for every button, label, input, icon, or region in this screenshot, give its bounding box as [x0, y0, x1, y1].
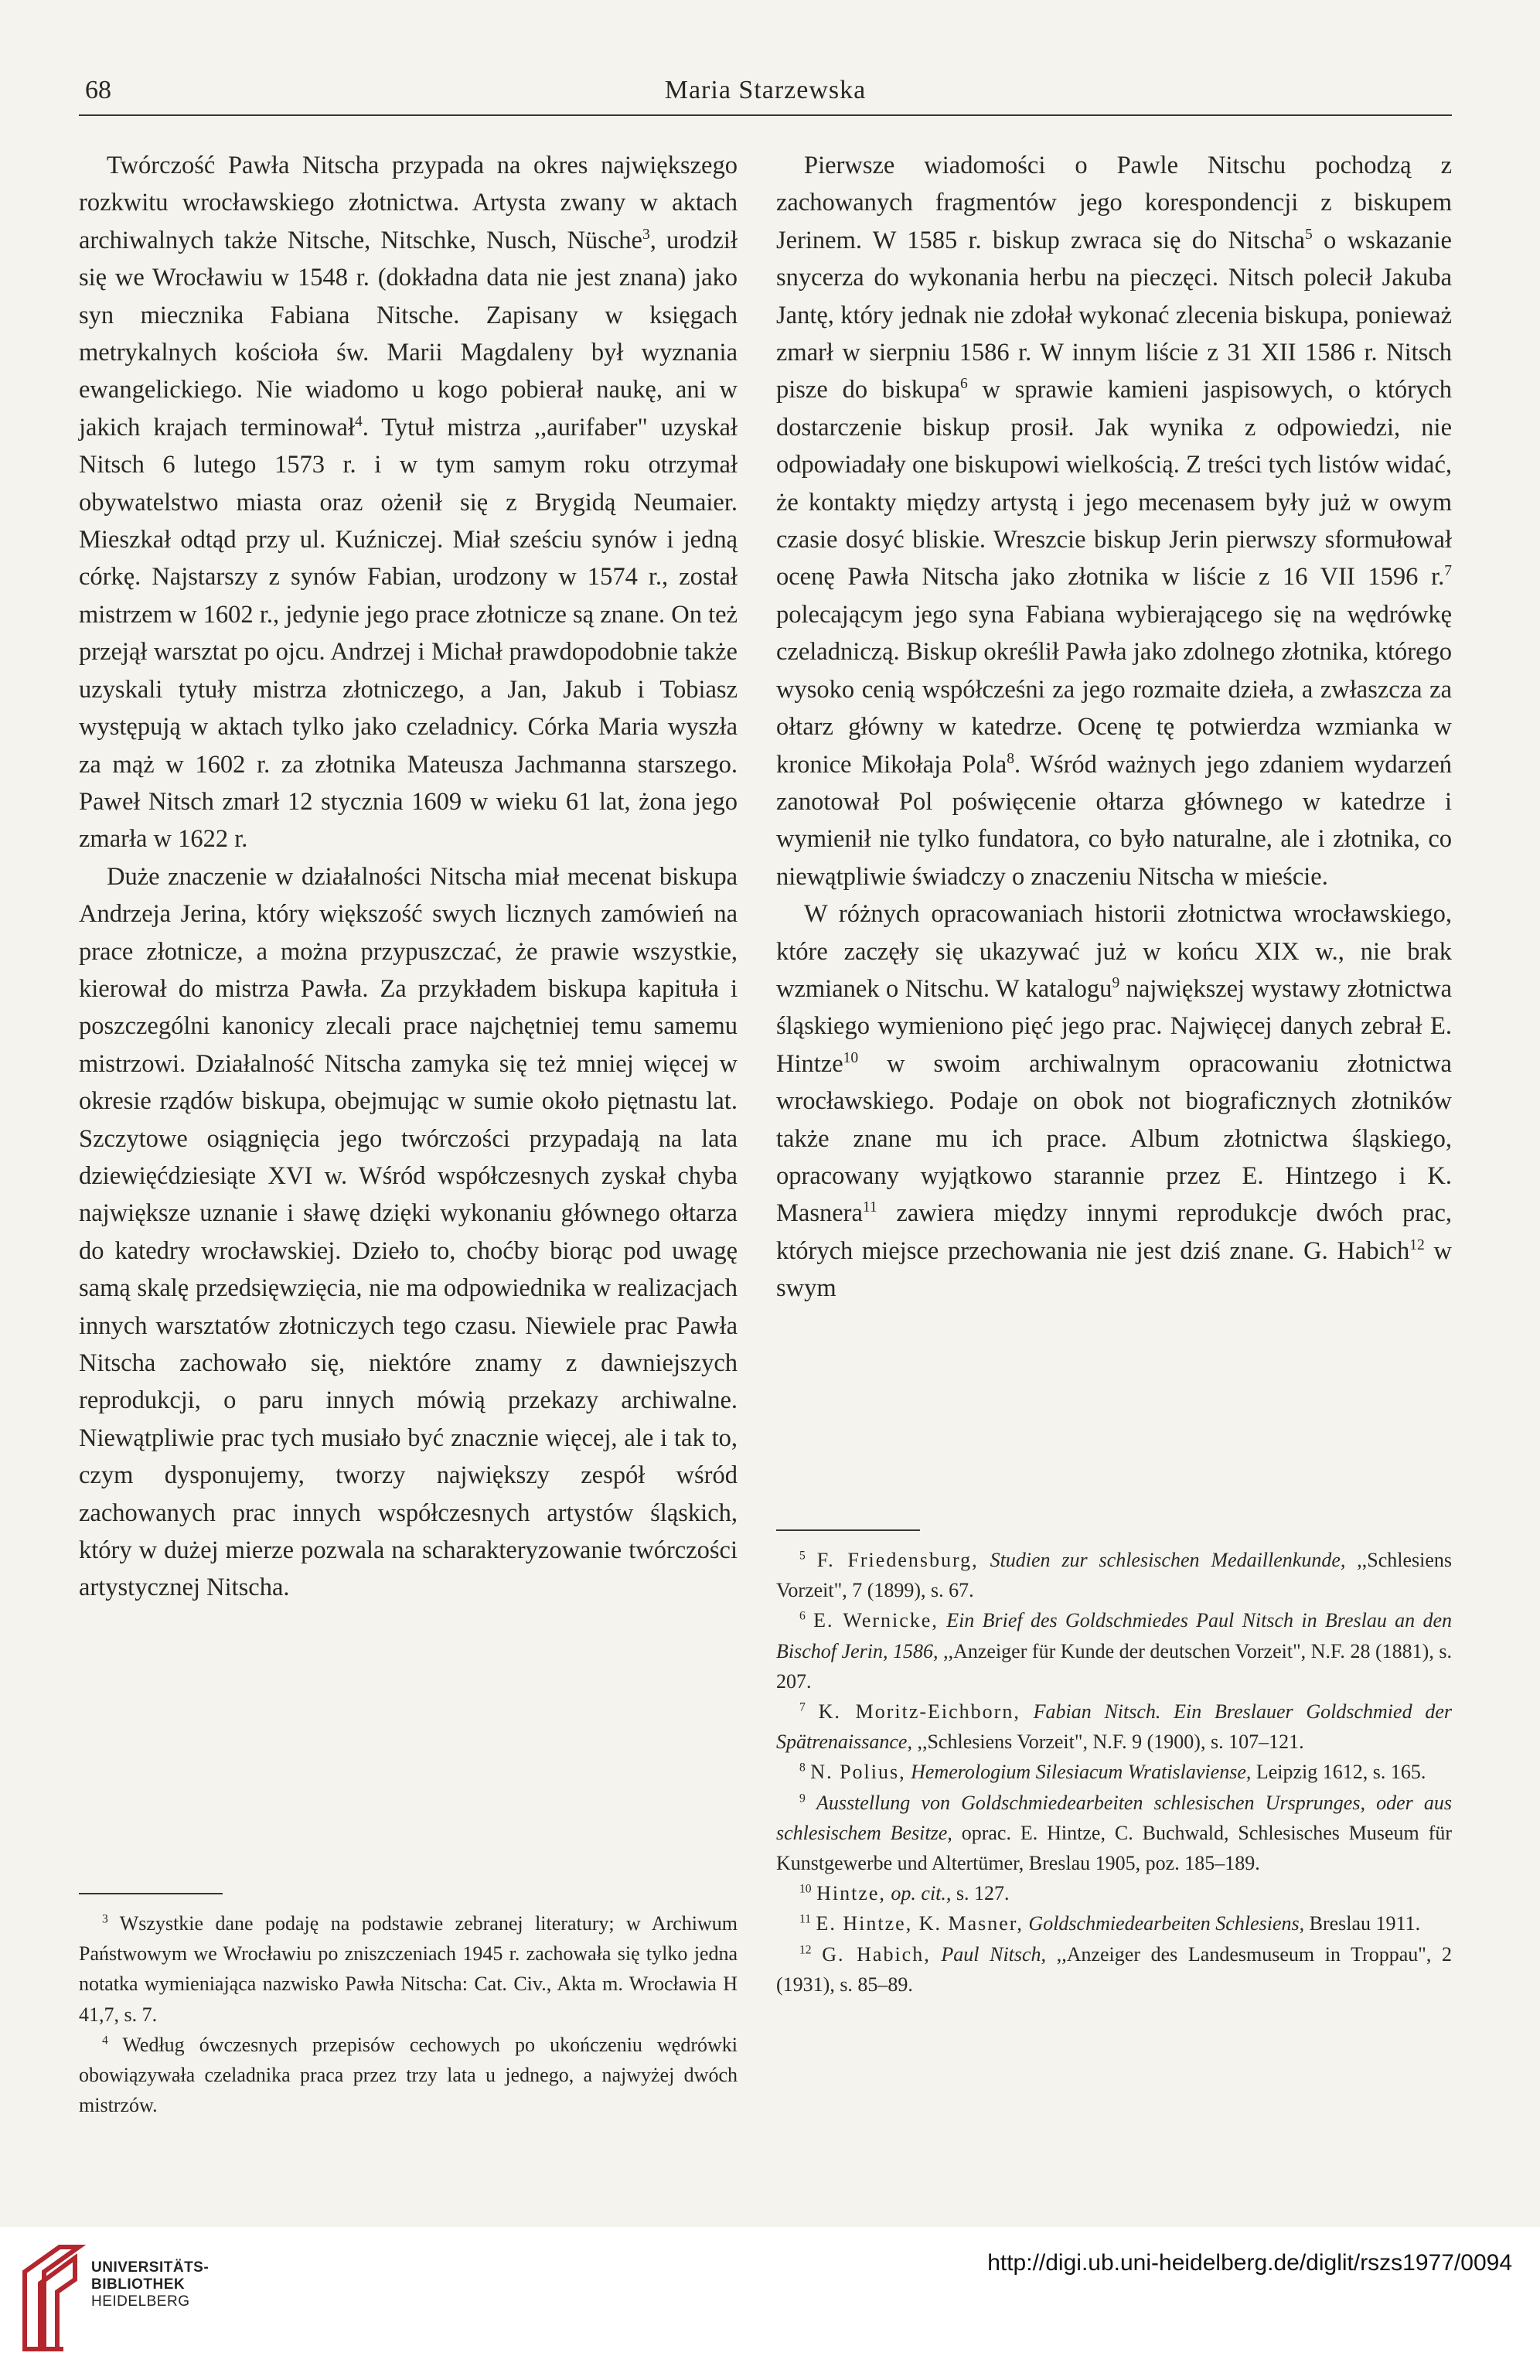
- footnote-number: 10: [799, 1882, 812, 1896]
- left-column: [79, 147, 738, 1607]
- paragraph-text: zawiera między innymi reprodukcje dwóch prac, których miejsce przechowania nie jest dziś znane. G. Habich: [776, 1199, 1452, 1265]
- footnote-details: ,,Anzeiger des Landesmuseum in Troppau", 2 (1931), s. 85–89.: [776, 1942, 1453, 1996]
- paragraph-text: największej wystawy złotnictwa śląskiego wymieniono pięć jego prac. Najwięcej danych zebrał E. Hintze: [776, 974, 1452, 1078]
- footnote-details: ,,Anzeiger für Kunde der deutschen Vorzeit", N.F. 28 (1881), s. 207.: [776, 1639, 1452, 1693]
- footnote-ref: 12: [1409, 1236, 1425, 1253]
- library-name: [91, 2259, 209, 2310]
- footnote-title: Ausstellung von Goldschmiedearbeiten schlesischen Ursprunges, oder aus schlesischem Besitze,: [776, 1791, 1453, 1844]
- body-paragraph: [776, 895, 1452, 1307]
- running-title: Maria Starzewska: [664, 76, 867, 104]
- footnotes-right: [776, 1545, 1452, 2000]
- footnote-author: E. Hintze, K. Masner,: [816, 1912, 1024, 1935]
- footnote-details: ,,Schlesiens Vorzeit", N.F. 9 (1900), s. 107–121.: [911, 1730, 1304, 1754]
- footnote: [776, 1939, 1452, 2000]
- footnote-ref: 10: [843, 1049, 859, 1066]
- footnote-title: op. cit.,: [891, 1882, 952, 1905]
- footnote-details: s. 127.: [951, 1882, 1010, 1905]
- footnote-number: 11: [799, 1912, 812, 1926]
- footnote-rule-right: [776, 1529, 920, 1531]
- body-paragraph: [776, 147, 1452, 895]
- page-header: [79, 76, 1452, 116]
- footnote: [776, 1788, 1452, 1879]
- footnote-title: Fabian Nitsch. Ein Breslauer Goldschmied der Spätrenaissance,: [776, 1700, 1452, 1754]
- paragraph-text: . Wśród ważnych jego zdaniem wydarzeń zanotował Pol poświęcenie ołtarza głównego w katedrze i wymienił nie tylko fundatora, co było naturalne, ale i złotnika, co niewątpliwie świadczy o znaczeniu Nitscha w mieście.: [776, 750, 1452, 891]
- paragraph-text: w swym: [776, 1236, 1452, 1303]
- footnote-text: Według ówczesnych przepisów cechowych po ukończeniu wędrówki obowiązywała czeladnika praca przez trzy lata u jednego, a najwyżej dwóch mistrzów.: [79, 2033, 738, 2117]
- footnote-ref: 6: [959, 376, 968, 393]
- footnote: [79, 2030, 738, 2121]
- footnotes-left: [79, 1908, 738, 2120]
- footnote-title: Ein Brief des Goldschmiedes Paul Nitsch in Breslau an den Bischof Jerin, 1586,: [776, 1609, 1453, 1662]
- footnote-number: 12: [799, 1942, 812, 1956]
- paragraph-text: Duże znaczenie w działalności Nitscha miał mecenat biskupa Andrzeja Jerina, który większość swych licznych zamówień na prace złotnicze, a można przypuszczać, że prawie wszystkie, kierował do mistrza Pawła. Za przykładem biskupa kapituła i poszczególni kanonicy zlecali prace najchętniej temu samemu mistrzowi. Działalność Nitscha zamyka się też mniej więcej w okresie rządów biskupa, obejmując w sumie około piętnastu lat. Szczytowe osiągnięcia jego twórczości przypadają na lata dziewięćdziesiąte XVI w. Wśród współczesnych zyskał chyba największe uznanie i sławę dzięki wykonaniu głównego ołtarza do katedry wrocławskiej. Dzieło to, choćby biorąc pod uwagę samą skalę przedsięwzięcia, nie ma odpowiednika w realizacjach innych warsztatów złotniczych tego czasu. Niewiele prac Pawła Nitscha zachowało się, niektóre znamy z dawniejszych reprodukcji, o paru innych mówią przekazy archiwalne. Niewątpliwie prac tych musiało być znacznie więcej, ale i tak to, czym dysponujemy, tworzy największy zespół wśród zachowanych prac innych współczesnych artystów śląskich, który w dużej mierze pozwala na scharakteryzowanie twórczości artystycznej Nitscha.: [79, 862, 738, 1602]
- footnote-ref: 8: [1007, 750, 1014, 767]
- footnote-number: 7: [799, 1700, 806, 1714]
- source-url-link[interactable]: http://digi.ub.uni-heidelberg.de/diglit/rszs1977/0094: [987, 2250, 1512, 2276]
- footnote-author: Hintze,: [816, 1882, 886, 1905]
- footnote: [776, 1545, 1452, 1605]
- body-paragraph: [79, 858, 738, 1607]
- footnote-ref: 11: [862, 1199, 877, 1216]
- footnote-ref: 3: [642, 226, 650, 243]
- footnote-number: 3: [102, 1912, 108, 1926]
- library-name-line: BIBLIOTHEK: [91, 2276, 186, 2293]
- paragraph-text: polecającym jego syna Fabiana wybierającego się na wędrówkę czeladniczą. Biskup określił Pawła jako zdolnego złotnika, którego wysoko cenią współcześni za jego rozmaite dzieła, a zwłaszcza za ołtarz główny w katedrze. Ocenę tę potwierdza wzmianka w kronice Mikołaja Pola: [776, 600, 1452, 779]
- footnote: [776, 1878, 1452, 1908]
- footnote-number: 8: [799, 1761, 806, 1775]
- footnote: [776, 1757, 1452, 1787]
- footnote-author: E. Wernicke,: [813, 1609, 939, 1632]
- footnote-ref: 7: [1444, 563, 1452, 580]
- footnote-ref: 9: [1112, 975, 1120, 992]
- footnote: [79, 1908, 738, 2030]
- paragraph-text: Pierwsze wiadomości o Pawle Nitschu pochodzą z zachowanych fragmentów jego korespondencji z biskupem Jerinem. W 1585 r. biskup zwraca się do Nitscha: [776, 152, 1452, 254]
- footnote-title: Paul Nitsch,: [941, 1942, 1047, 1966]
- footnote-rule-left: [79, 1893, 223, 1894]
- footnote-ref: 4: [354, 414, 363, 431]
- ub-heidelberg-logo-icon: [17, 2241, 87, 2357]
- paragraph-text: W różnych opracowaniach historii złotnictwa wrocławskiego, które zaczęły się ukazywać już w końcu XIX w., nie brak wzmianek o Nitschu. W katalogu: [776, 900, 1452, 1003]
- footnote-details: Leipzig 1612, s. 165.: [1251, 1761, 1426, 1784]
- footnote: [776, 1908, 1452, 1938]
- page-footer: [0, 2227, 1540, 2380]
- page-number: 68: [85, 76, 111, 104]
- footnote-title: Goldschmiedearbeiten Schlesiens,: [1028, 1912, 1305, 1935]
- footnote-author: G. Habich,: [822, 1942, 931, 1966]
- footnote-text: Wszystkie dane podaję na podstawie zebranej literatury; w Archiwum Państwowym we Wrocławiu po zniszczeniach 1945 r. zachowała się tylko jedna notatka wymieniająca nazwisko Pawła Nitscha: Cat. Civ., Akta m. Wrocławia H 41,7, s. 7.: [79, 1912, 738, 2026]
- footnote-number: 9: [799, 1791, 806, 1805]
- footnote-author: K. Moritz-Eichborn,: [818, 1700, 1020, 1724]
- footnote-author: F. Friedensburg,: [816, 1549, 979, 1571]
- footnote-details: oprac. E. Hintze, C. Buchwald, Schlesisches Museum für Kunstgewerbe und Altertümer, Breslau 1905, poz. 185–189.: [776, 1821, 1452, 1875]
- footnote-details: Breslau 1911.: [1304, 1912, 1421, 1935]
- footnote-number: 5: [799, 1549, 806, 1563]
- footnote-title: Studien zur schlesischen Medaillenkunde,: [990, 1549, 1346, 1571]
- footnote-title: Hemerologium Silesiacum Wratislaviense,: [911, 1761, 1252, 1784]
- paragraph-text: Twórczość Pawła Nitscha przypada na okres największego rozkwitu wrocławskiego złotnictwa. Artysta zwany w aktach archiwalnych także Nitsche, Nitschke, Nusch, Nüsche: [79, 152, 738, 254]
- footnote-details: ,,Schlesiens Vorzeit", 7 (1899), s. 67.: [776, 1549, 1453, 1602]
- right-column: [776, 147, 1452, 1308]
- footnote: [776, 1696, 1452, 1757]
- paragraph-text: , urodził się we Wrocławiu w 1548 r. (dokładna data nie jest znana) jako syn miecznika Fabiana Nitsche. Zapisany w księgach metrykalnych kościoła św. Marii Magdaleny był wyznania ewangelickiego. Nie wiadomo u kogo pobierał naukę, ani w jakich krajach terminował: [79, 226, 738, 442]
- paragraph-text: . Tytuł mistrza ,,aurifaber" uzyskał Nitsch 6 lutego 1573 r. i w tym samym roku otrzymał obywatelstwo miasta oraz ożenił się z Brygidą Neumaier. Mieszkał odtąd przy ul. Kuźniczej. Miał sześciu synów i jedną córkę. Najstarszy z synów Fabian, urodzony w 1574 r., został mistrzem w 1602 r., jedynie jego prace złotnicze są znane. On też przejął warsztat po ojcu. Andrzej i Michał prawdopodobnie także uzyskali tytuły mistrza złotniczego, a Jan, Jakub i Tobiasz występują w aktach tylko jako czeladnicy. Córka Maria wyszła za mąż w 1602 r. za złotnika Mateusza Jachmanna starszego. Paweł Nitsch zmarł 12 stycznia 1609 w wieku 61 lat, żona jego zmarła w 1622 r.: [79, 413, 738, 854]
- paragraph-text: w sprawie kamieni jaspisowych, o których dostarczenie biskup prosił. Jak wynika z odpowiedzi, nie odpowiadały one biskupowi wielkością. Z treści tych listów widać, że kontakty między artystą i jego mecenasem były już w owym czasie dosyć bliskie. Wreszcie biskup Jerin pierwszy sformułował ocenę Pawła Nitscha jako złotnika w liście z 16 VII 1596 r.: [776, 376, 1452, 592]
- footnote: [776, 1605, 1452, 1696]
- footnote-number: 6: [799, 1609, 806, 1623]
- paragraph-text: w swoim archiwalnym opracowaniu złotnictwa wrocławskiego. Podaje on obok not biograficznych złotników także znane mu ich prace. Album złotnictwa śląskiego, opracowany wyjątkowo starannie przez E. Hintzego i K. Masnera: [776, 1049, 1452, 1228]
- paragraph-text: o wskazanie snycerza do wykonania herbu na pieczęci. Nitsch polecił Jakuba Jantę, który jednak nie zdołał wykonać zlecenia biskupa, ponieważ zmarł w sierpniu 1586 r. W innym liście z 31 XII 1586 r. Nitsch pisze do biskupa: [776, 226, 1452, 404]
- body-paragraph: [79, 147, 738, 858]
- library-name-line: HEIDELBERG: [91, 2293, 190, 2310]
- library-name-line: UNIVERSITÄTS-: [91, 2259, 210, 2276]
- footnote-author: N. Polius,: [810, 1761, 906, 1784]
- footnote-number: 4: [102, 2034, 108, 2048]
- footnote-ref: 5: [1304, 226, 1313, 243]
